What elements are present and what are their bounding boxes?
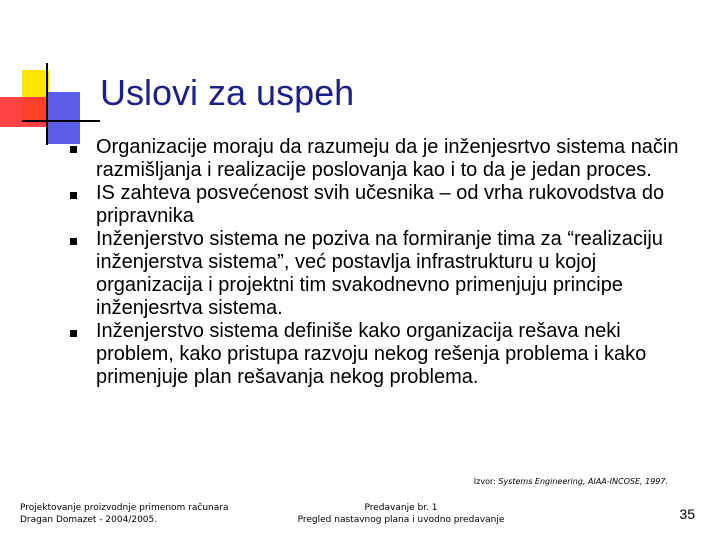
footer-lecture-number: Predavanje br. 1 <box>364 503 438 513</box>
logo-red-square <box>0 97 50 127</box>
footer-lecture-info <box>295 502 507 526</box>
bullet-item <box>70 320 690 389</box>
logo-vertical-line <box>46 63 48 145</box>
bullet-square-icon <box>70 146 77 153</box>
source-citation <box>474 477 668 486</box>
bullet-square-icon <box>70 238 77 245</box>
page-number: 35 <box>679 506 695 522</box>
slide-title: Uslovi za uspeh <box>100 72 355 113</box>
logo-horizontal-line <box>22 120 100 122</box>
bullet-text: Inženjerstvo sistema ne poziva na formiranje tima za “realizaciju inženjerstva sistema”, već postavlja infrastrukturu u kojoj organizacija i projektni tim svakodnevno primenjuju principe inženjesrtva sistema. <box>96 228 663 319</box>
bullet-text: Inženjerstvo sistema definiše kako organizacija rešava neki problem, kako pristupa razvoju nekog rešenja problema i kako primenjuje plan rešavanja nekog problema. <box>96 320 647 388</box>
bullet-item <box>70 182 690 228</box>
footer-author: Dragan Domazet - 2004/2005. <box>20 515 158 525</box>
footer-course-info <box>20 502 228 526</box>
source-title: Systems Engineering, AIAA-INCOSE, 1997. <box>498 477 668 486</box>
bullet-item <box>70 228 690 320</box>
footer-lecture-title: Pregled nastavnog plana i uvodno predavanje <box>297 515 505 525</box>
bullet-list <box>70 136 690 389</box>
source-prefix: Izvor: <box>473 477 499 486</box>
footer-course-title: Projektovanje proizvodnje primenom računara <box>20 503 229 513</box>
slide-logo-decoration <box>0 0 100 150</box>
bullet-text: IS zahteva posvećenost svih učesnika – od vrha rukovodstva do pripravnika <box>96 182 665 227</box>
bullet-item <box>70 136 690 182</box>
bullet-square-icon <box>70 192 77 199</box>
bullet-square-icon <box>70 330 77 337</box>
bullet-text: Organizacije moraju da razumeju da je inženjesrtvo sistema način razmišljanja i realizacije poslovanja kao i to da je jedan proces. <box>96 136 679 181</box>
